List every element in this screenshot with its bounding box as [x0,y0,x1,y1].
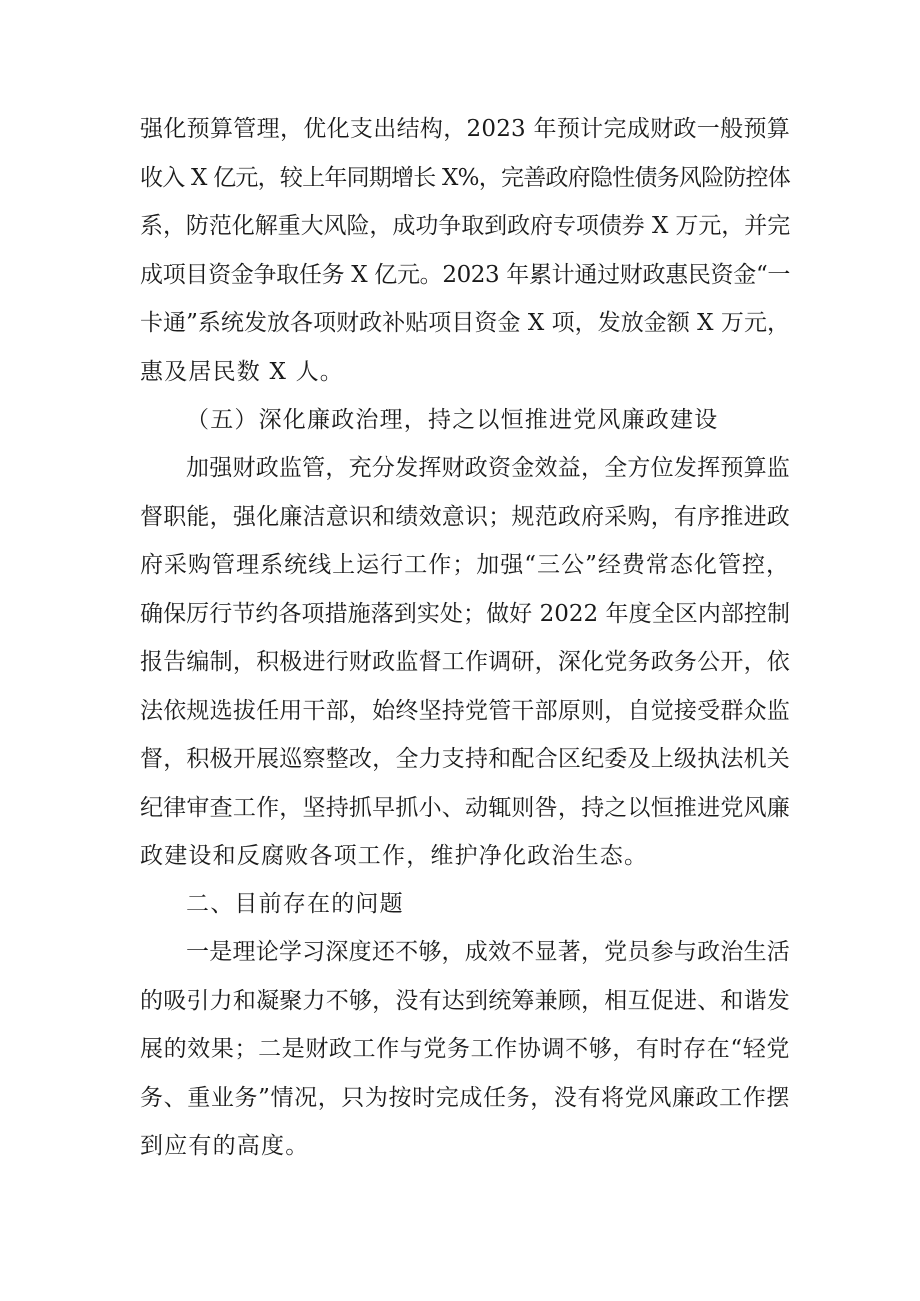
section-heading-five: （五）深化廉政治理，持之以恒推进党风廉政建设 [186,407,719,433]
text-line: 惠及居民数 X 人。 [140,358,344,385]
paragraph-problems [140,928,790,1171]
text-line: 的吸引力和凝聚力不够，没有达到统筹兼顾，相互促进、和谐发 [140,987,790,1014]
text-line: 强化预算管理，优化支出结构，2023 年预计完成财政一般预算 [140,116,790,142]
text-line: 卡通”系统发放各项财政补贴项目资金 X 项，发放金额 X 万元， [140,310,790,336]
text-line: 府采购管理系统线上运行工作；加强“三公”经费常态化管控， [140,552,790,578]
text-line: 法依规选拔任用干部，始终坚持党管干部原则，自觉接受群众监 [140,697,790,724]
text-line: 系，防范化解重大风险，成功争取到政府专项债券 X 万元，并完 [140,213,790,239]
paragraph-budget-management [140,105,790,396]
text-line: 成项目资金争取任务 X 亿元。2023 年累计通过财政惠民资金“一 [140,261,790,288]
text-line: 加强财政监管，充分发挥财政资金效益，全方位发挥预算监 [186,455,790,481]
text-line: 展的效果；二是财政工作与党务工作协调不够，有时存在“轻党 [140,1036,790,1062]
text-line: 督职能，强化廉洁意识和绩效意识；规范政府采购，有序推进政 [140,503,790,530]
text-line: 到应有的高度。 [140,1133,310,1159]
text-line: 政建设和反腐败各项工作，维护净化政治生态。 [140,843,649,869]
text-line: 报告编制，积极进行财政监督工作调研，深化党务政务公开，依 [140,649,790,675]
text-line: 督，积极开展巡察整改，全力支持和配合区纪委及上级执法机关 [140,746,790,772]
text-line: 收入 X 亿元，较上年同期增长 X%，完善政府隐性债务风险防控体 [140,164,790,191]
text-line: 确保厉行节约各项措施落到实处；做好 2022 年度全区内部控制 [140,600,790,627]
paragraph-integrity-governance [140,444,790,881]
section-title-existing-problems: 二、目前存在的问题 [186,891,404,917]
text-line: 纪律审查工作，坚持抓早抓小、动辄则咎，持之以恒推进党风廉 [140,794,790,821]
text-line: 务、重业务”情况，只为按时完成任务，没有将党风廉政工作摆 [140,1084,790,1111]
text-line: 一是理论学习深度还不够，成效不显著，党员参与政治生活 [186,939,790,965]
